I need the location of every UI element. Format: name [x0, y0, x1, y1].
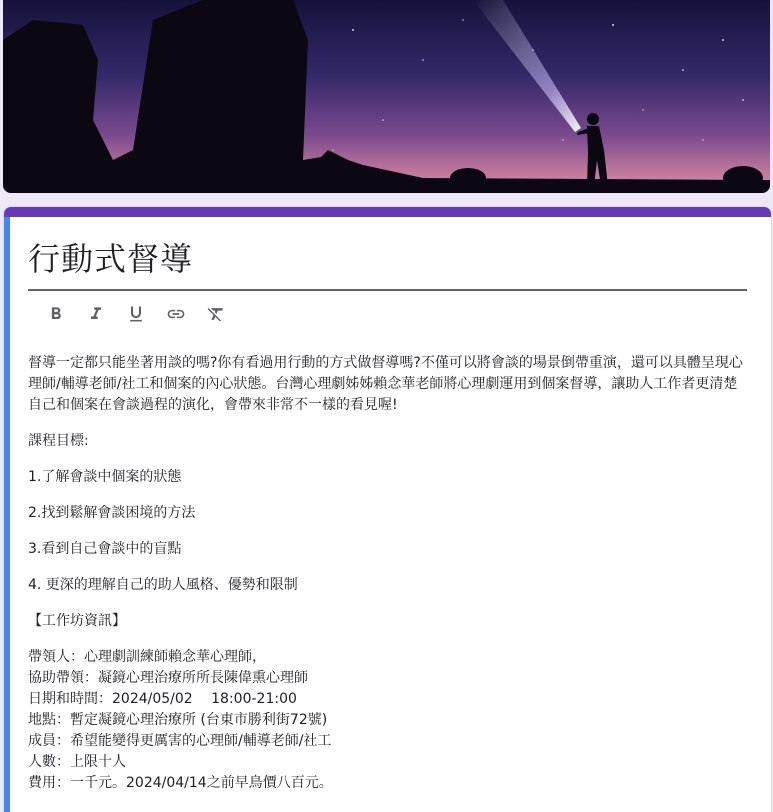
goals-heading: 課程目標:	[28, 433, 89, 449]
link-icon	[166, 304, 186, 324]
info-line-capacity: 人數：上限十人	[28, 754, 126, 770]
night-sky-flashlight-illustration	[3, 0, 770, 193]
clear-formatting-button[interactable]	[196, 299, 236, 329]
header-banner-image	[3, 0, 770, 193]
workshop-info-heading: 【工作坊資訊】	[28, 613, 126, 629]
underline-button[interactable]	[116, 299, 156, 329]
clear-format-icon	[206, 304, 226, 324]
form-title-input[interactable]: 行動式督導	[28, 239, 747, 291]
theme-color-bar	[4, 207, 771, 217]
form-description-input[interactable]	[28, 353, 747, 794]
description-intro: 督導一定都只能坐著用談的嗎?你有看過用行動的方式做督導嗎?不僅可以將會談的場景倒帶重演，還可以具體呈現心理師/輔導老師/社工和個案的內心狀態。台灣心理劇姊姊賴念華老師將心理劇運用到個案督導，讓助人工作者更清楚自己和個案在會談過程的演化，會帶來非常不一樣的看見喔!	[28, 355, 743, 413]
goal-item: 3.看到自己會談中的盲點	[28, 541, 182, 557]
info-line-date-time: 日期和時間：2024/05/02 18:00-21:00	[28, 691, 297, 707]
goal-item: 1.了解會談中個案的狀態	[28, 469, 182, 485]
info-line-co-leader: 協助帶領：凝鏡心理治療所所長陳偉熏心理師	[28, 670, 308, 686]
italic-icon	[86, 304, 106, 324]
info-line-leader: 帶領人：心理劇訓練師賴念華心理師，	[28, 649, 266, 665]
goal-item: 2.找到鬆解會談困境的方法	[28, 505, 196, 521]
italic-button[interactable]	[76, 299, 116, 329]
bold-button[interactable]	[36, 299, 76, 329]
form-header-card	[3, 206, 772, 812]
text-format-toolbar	[28, 299, 747, 329]
info-line-fee: 費用：一千元。2024/04/14之前早鳥價八百元。	[28, 775, 333, 791]
info-line-members: 成員：希望能變得更厲害的心理師/輔導老師/社工	[28, 733, 332, 749]
form-header-body	[28, 217, 747, 794]
insert-link-button[interactable]	[156, 299, 196, 329]
focus-indicator-bar	[4, 217, 10, 812]
underline-icon	[126, 304, 146, 324]
info-line-location: 地點：暫定凝鏡心理治療所 (台東市勝利街72號)	[28, 712, 328, 728]
goal-item: 4. 更深的理解自己的助人風格、優勢和限制	[28, 577, 298, 593]
bold-icon	[46, 304, 66, 324]
